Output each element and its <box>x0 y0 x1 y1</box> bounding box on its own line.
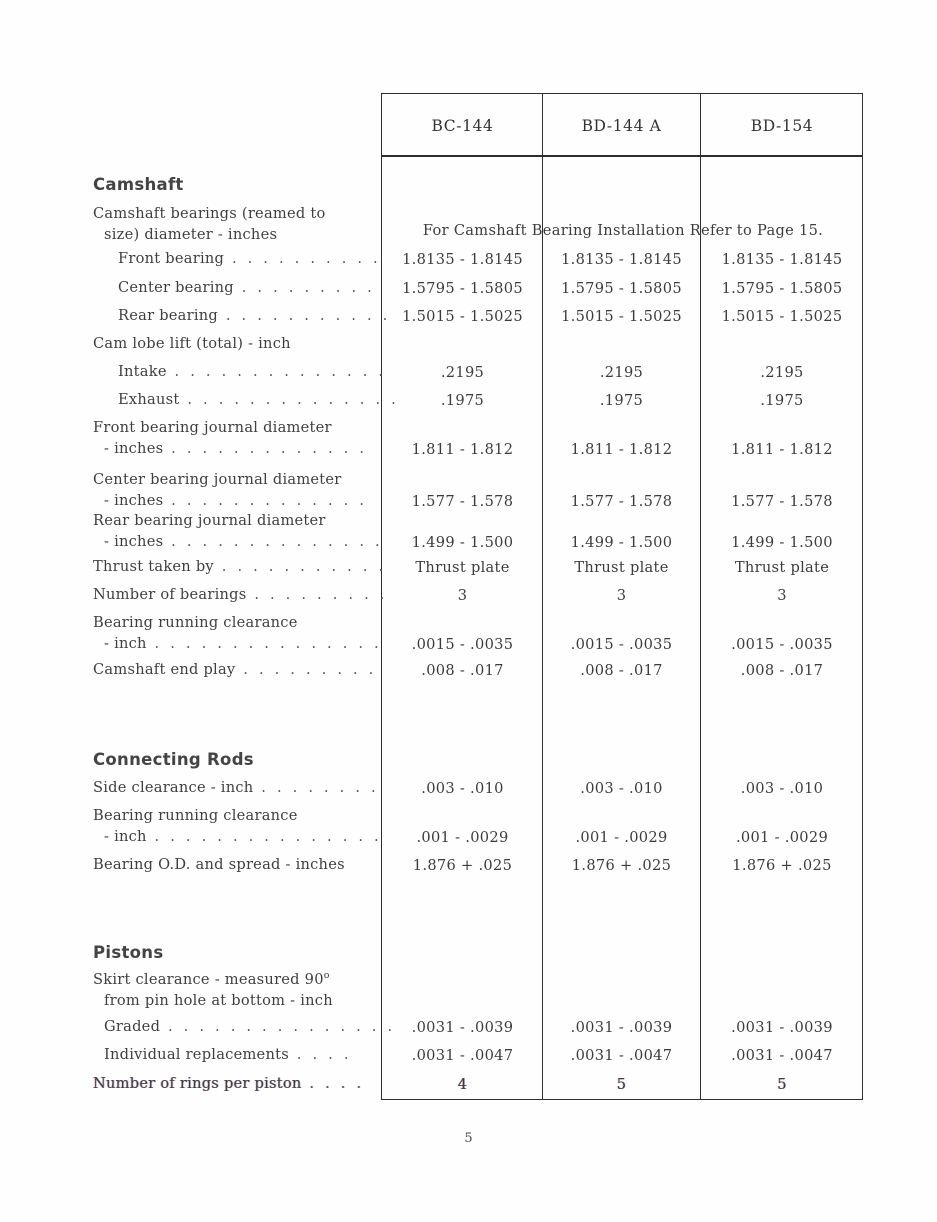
dot-leader: . . . . . . . . . . . . . . <box>163 533 383 550</box>
value-cell: 1.811 - 1.812 <box>570 441 673 458</box>
value-cell: 1.499 - 1.500 <box>731 534 833 551</box>
row-label: - inches . . . . . . . . . . . . . <box>104 492 368 509</box>
row-label: Front bearing . . . . . . . . . . <box>118 250 381 267</box>
value-cell: Thrust plate <box>574 559 669 576</box>
row-label: Rear bearing journal diameter <box>93 512 326 529</box>
value-cell: 1.876 + .025 <box>412 857 513 874</box>
dot-leader: . . . . . . . . . <box>246 586 388 603</box>
row-label: Center bearing journal diameter <box>93 471 342 488</box>
camshaft-bearing-note: For Camshaft Bearing Installation Refer to Page 15. <box>422 222 824 239</box>
value-cell: 1.499 - 1.500 <box>411 534 514 551</box>
row-label: Skirt clearance - measured 90$^o$ <box>93 970 330 988</box>
row-label: Thrust taken by . . . . . . . . . . . <box>93 558 387 575</box>
value-cell: 1.811 - 1.812 <box>731 441 833 458</box>
section-heading-camshaft: Camshaft <box>93 175 184 194</box>
dot-leader: . . . . . . . . . . . . . <box>163 440 368 457</box>
value-cell: 5 <box>616 1076 627 1093</box>
dot-leader: . . . . . . . . . . . <box>218 307 391 324</box>
value-cell: 3 <box>457 587 468 604</box>
value-cell: .0031 - .0039 <box>570 1019 673 1036</box>
value-cell: 1.811 - 1.812 <box>411 441 514 458</box>
value-cell: .0031 - .0039 <box>731 1019 833 1036</box>
row-label: Cam lobe lift (total) - inch <box>93 335 291 352</box>
value-cell: .0031 - .0047 <box>731 1047 833 1064</box>
value-cell: .008 - .017 <box>421 662 504 679</box>
dot-leader: . . . . . . . . . . . . . . . <box>146 635 382 652</box>
value-cell: .1975 <box>760 392 804 409</box>
value-cell: 1.5795 - 1.5805 <box>721 280 843 297</box>
value-cell: Thrust plate <box>734 559 830 576</box>
value-cell: .2195 <box>440 364 485 381</box>
value-cell: .008 - .017 <box>740 662 824 679</box>
column-header-bd-144a: BD-144 A <box>581 117 662 135</box>
value-cell: .0031 - .0047 <box>570 1047 673 1064</box>
row-label: Number of rings per piston . . . . <box>93 1075 365 1092</box>
value-cell: 1.577 - 1.578 <box>411 493 514 510</box>
row-label: Number of bearings . . . . . . . . . <box>93 586 388 603</box>
row-label: - inches . . . . . . . . . . . . . . <box>104 533 383 550</box>
dot-leader: . . . . . . . . <box>253 779 379 796</box>
value-cell: 3 <box>777 587 787 604</box>
row-label: - inch . . . . . . . . . . . . . . . <box>104 635 382 652</box>
value-cell: 1.499 - 1.500 <box>570 534 673 551</box>
value-cell: .0015 - .0035 <box>411 636 514 653</box>
dot-leader: . . . . <box>288 1046 352 1063</box>
degree-symbol: o <box>323 970 330 982</box>
value-cell: 3 <box>616 587 627 604</box>
row-label: - inch . . . . . . . . . . . . . . . <box>104 828 382 845</box>
dot-leader: . . . . . . . . . . . <box>213 558 387 575</box>
value-cell: 1.8135 - 1.8145 <box>721 251 843 268</box>
section-heading-pistons: Pistons <box>93 943 164 962</box>
section-heading-connecting-rods: Connecting Rods <box>93 750 254 769</box>
value-cell: 1.5795 - 1.5805 <box>561 280 682 297</box>
row-label: Bearing O.D. and spread - inches <box>93 856 345 873</box>
value-cell: .0031 - .0047 <box>411 1047 514 1064</box>
value-cell: Thrust plate <box>415 559 510 576</box>
value-cell: 1.876 + .025 <box>571 857 672 874</box>
row-label: Center bearing . . . . . . . . . <box>118 279 375 296</box>
value-cell: .1975 <box>599 392 644 409</box>
row-label: size) diameter - inches <box>104 226 278 243</box>
header-separator-rule <box>381 155 863 157</box>
value-cell: 1.577 - 1.578 <box>731 493 833 510</box>
row-label: Rear bearing . . . . . . . . . . . <box>118 307 391 324</box>
value-cell: 1.5015 - 1.5025 <box>561 308 682 325</box>
value-cell: 1.8135 - 1.8145 <box>402 251 523 268</box>
row-label: from pin hole at bottom - inch <box>104 992 333 1009</box>
dot-leader: . . . . <box>301 1075 365 1092</box>
dot-leader: . . . . . . . . . <box>233 279 375 296</box>
value-cell: .003 - .010 <box>580 780 663 797</box>
value-cell: 1.577 - 1.578 <box>570 493 673 510</box>
value-cell: .1975 <box>440 392 485 409</box>
row-label: Side clearance - inch . . . . . . . . <box>93 779 379 796</box>
value-cell: .001 - .0029 <box>735 829 829 846</box>
dot-leader: . . . . . . . . . . . . . . <box>166 363 387 380</box>
row-label: Camshaft end play . . . . . . . . . <box>93 661 377 678</box>
value-cell: 5 <box>777 1076 787 1093</box>
row-label: Individual replacements . . . . <box>104 1046 352 1063</box>
page-number: 5 <box>464 1131 473 1146</box>
value-cell: 1.876 + .025 <box>732 857 832 874</box>
value-cell: 1.5015 - 1.5025 <box>721 308 843 325</box>
value-cell: 1.8135 - 1.8145 <box>561 251 682 268</box>
dot-leader: . . . . . . . . . . . . . <box>163 492 368 509</box>
column-header-bc-144: BC-144 <box>431 117 494 135</box>
dot-leader: . . . . . . . . . <box>235 661 377 678</box>
dot-leader: . . . . . . . . . . . . . . <box>179 391 399 408</box>
value-cell: .003 - .010 <box>740 780 824 797</box>
row-label: Front bearing journal diameter <box>93 419 332 436</box>
row-label: Exhaust . . . . . . . . . . . . . . <box>118 391 399 408</box>
dot-leader: . . . . . . . . . . . . . . . <box>146 828 382 845</box>
row-label: Bearing running clearance <box>93 614 298 631</box>
value-cell: 4 <box>457 1076 468 1093</box>
row-label: Camshaft bearings (reamed to <box>93 205 326 222</box>
dot-leader: . . . . . . . . . . <box>224 250 381 267</box>
row-label: Intake . . . . . . . . . . . . . . <box>118 363 387 380</box>
value-cell: .2195 <box>760 364 804 381</box>
value-cell: 1.5795 - 1.5805 <box>402 280 523 297</box>
value-cell: .001 - .0029 <box>575 829 668 846</box>
row-label: Graded . . . . . . . . . . . . . . . <box>104 1018 396 1035</box>
value-cell: 1.5015 - 1.5025 <box>402 308 523 325</box>
column-header-bd-154: BD-154 <box>750 117 814 135</box>
value-cell: .0015 - .0035 <box>570 636 673 653</box>
value-cell: .0031 - .0039 <box>411 1019 514 1036</box>
dot-leader: . . . . . . . . . . . . . . . <box>160 1018 396 1035</box>
value-cell: .001 - .0029 <box>416 829 509 846</box>
row-label: Bearing running clearance <box>93 807 298 824</box>
value-cell: .0015 - .0035 <box>731 636 833 653</box>
row-label: - inches . . . . . . . . . . . . . <box>104 440 368 457</box>
value-cell: .2195 <box>599 364 644 381</box>
value-cell: .008 - .017 <box>580 662 663 679</box>
value-cell: .003 - .010 <box>421 780 504 797</box>
